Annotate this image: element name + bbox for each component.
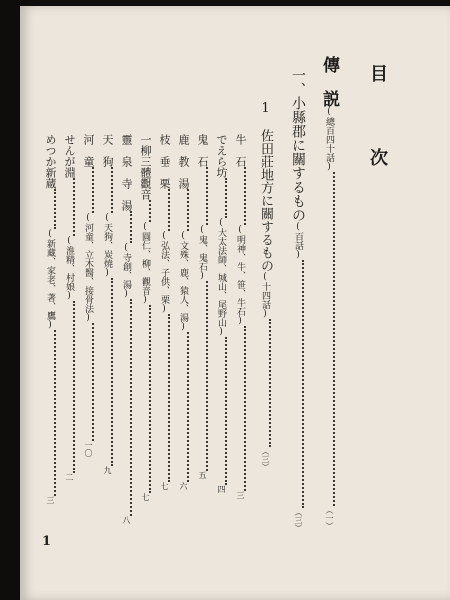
toc-entry bbox=[80, 134, 96, 457]
entry-page: 七 bbox=[160, 482, 169, 490]
book-page bbox=[20, 6, 450, 600]
subsection-page: （三） bbox=[261, 447, 270, 471]
entry-note: (大太法師、城山、尾野山) bbox=[216, 218, 226, 337]
entry-note: (鬼、鬼石) bbox=[197, 225, 207, 281]
entry-title: 靈 泉 寺 湯 bbox=[120, 134, 133, 211]
toc-entry bbox=[99, 134, 115, 474]
entry-note: (淮精、村娘) bbox=[64, 236, 74, 301]
subsection-note: (十四話) bbox=[260, 272, 270, 319]
entry-title: せんが淵 bbox=[63, 134, 76, 178]
subsection-title: 1 佐田莊地方に關するもの bbox=[258, 101, 273, 272]
entry-leader bbox=[187, 332, 189, 482]
entry-note: (圓仁、柳、觀音) bbox=[140, 222, 150, 305]
section-page: （一） bbox=[325, 506, 334, 530]
entry-note: (明神、牛、笹、牛石) bbox=[235, 225, 245, 326]
entry-title: 牛 石 bbox=[234, 134, 247, 167]
entry-page: 五 bbox=[198, 471, 207, 479]
subsection-leader bbox=[269, 319, 271, 447]
entry-note: (寺創、湯) bbox=[121, 243, 131, 299]
entry-leader bbox=[111, 167, 113, 213]
entry-note: (弘法、子供、栗) bbox=[159, 231, 169, 314]
entry-leader bbox=[73, 301, 75, 473]
toc-entry bbox=[232, 134, 248, 499]
page-number: 1 bbox=[42, 534, 52, 549]
entry-page: 一〇 bbox=[84, 441, 93, 457]
entry-page: 三 bbox=[236, 491, 245, 499]
section-note: (總百四十話) bbox=[324, 107, 334, 172]
entry-title: 天 狗 bbox=[101, 134, 114, 167]
section-heading bbox=[320, 56, 337, 530]
entry-leader bbox=[130, 211, 132, 243]
section-title: 傳 説 bbox=[319, 56, 339, 107]
toc-title: 目 次 bbox=[367, 64, 388, 190]
toc-entry bbox=[213, 134, 229, 493]
toc-entry bbox=[42, 134, 58, 504]
toc-entry bbox=[194, 134, 210, 479]
entry-note: (新藏、家老、著、鷹) bbox=[45, 229, 55, 330]
chapter-heading bbox=[290, 68, 306, 532]
entry-page: 二 bbox=[65, 473, 74, 481]
entry-leader bbox=[168, 314, 170, 482]
entry-leader bbox=[73, 178, 75, 236]
chapter-leader bbox=[302, 260, 304, 508]
toc-entry bbox=[61, 134, 77, 481]
entry-page: 八 bbox=[122, 516, 131, 524]
entry-leader bbox=[130, 299, 132, 516]
entry-title: 枝 垂 栗 bbox=[158, 134, 171, 189]
entry-note: (文殊、鹿、猿人、湯) bbox=[178, 231, 188, 332]
entry-leader bbox=[244, 326, 246, 491]
toc-entry bbox=[118, 134, 134, 524]
toc-entry bbox=[156, 134, 172, 490]
entry-leader bbox=[111, 278, 113, 466]
entry-leader bbox=[54, 189, 56, 229]
entry-page: 七 bbox=[141, 493, 150, 501]
entry-title: でえら坊 bbox=[215, 134, 228, 178]
entry-note: (天狗、炭燒) bbox=[102, 213, 112, 278]
entry-leader bbox=[225, 178, 227, 218]
entry-leader bbox=[92, 323, 94, 441]
entry-leader bbox=[225, 337, 227, 485]
chapter-title: 一、小縣郡に關するもの bbox=[290, 68, 306, 222]
entry-title: 河 童 bbox=[82, 134, 95, 167]
entry-page: 六 bbox=[179, 482, 188, 490]
entry-leader bbox=[92, 167, 94, 213]
entry-title: 鬼 石 bbox=[196, 134, 209, 167]
section-leader bbox=[333, 172, 335, 506]
entry-leader bbox=[244, 167, 246, 225]
entry-leader bbox=[206, 281, 208, 471]
entry-page: 三 bbox=[46, 496, 55, 504]
entry-leader bbox=[149, 305, 151, 493]
entry-leader bbox=[168, 189, 170, 231]
subsection-heading bbox=[257, 101, 273, 471]
chapter-note: (百話) bbox=[293, 222, 303, 260]
entry-leader bbox=[187, 189, 189, 231]
entry-leader bbox=[149, 200, 151, 222]
entry-title: 一柳三體觀音 bbox=[139, 134, 152, 200]
entry-title: 鹿 教 湯 bbox=[177, 134, 190, 189]
toc-entry bbox=[137, 134, 153, 501]
chapter-page: （三） bbox=[294, 508, 303, 532]
entry-title: めつか新蔵 bbox=[44, 134, 57, 189]
entry-page: 九 bbox=[103, 466, 112, 474]
entry-leader bbox=[206, 167, 208, 225]
entry-note: (河童、立木醫、接骨法) bbox=[83, 213, 93, 323]
entry-page: 四 bbox=[217, 485, 226, 493]
entry-leader bbox=[54, 330, 56, 496]
toc-entry bbox=[175, 134, 191, 490]
